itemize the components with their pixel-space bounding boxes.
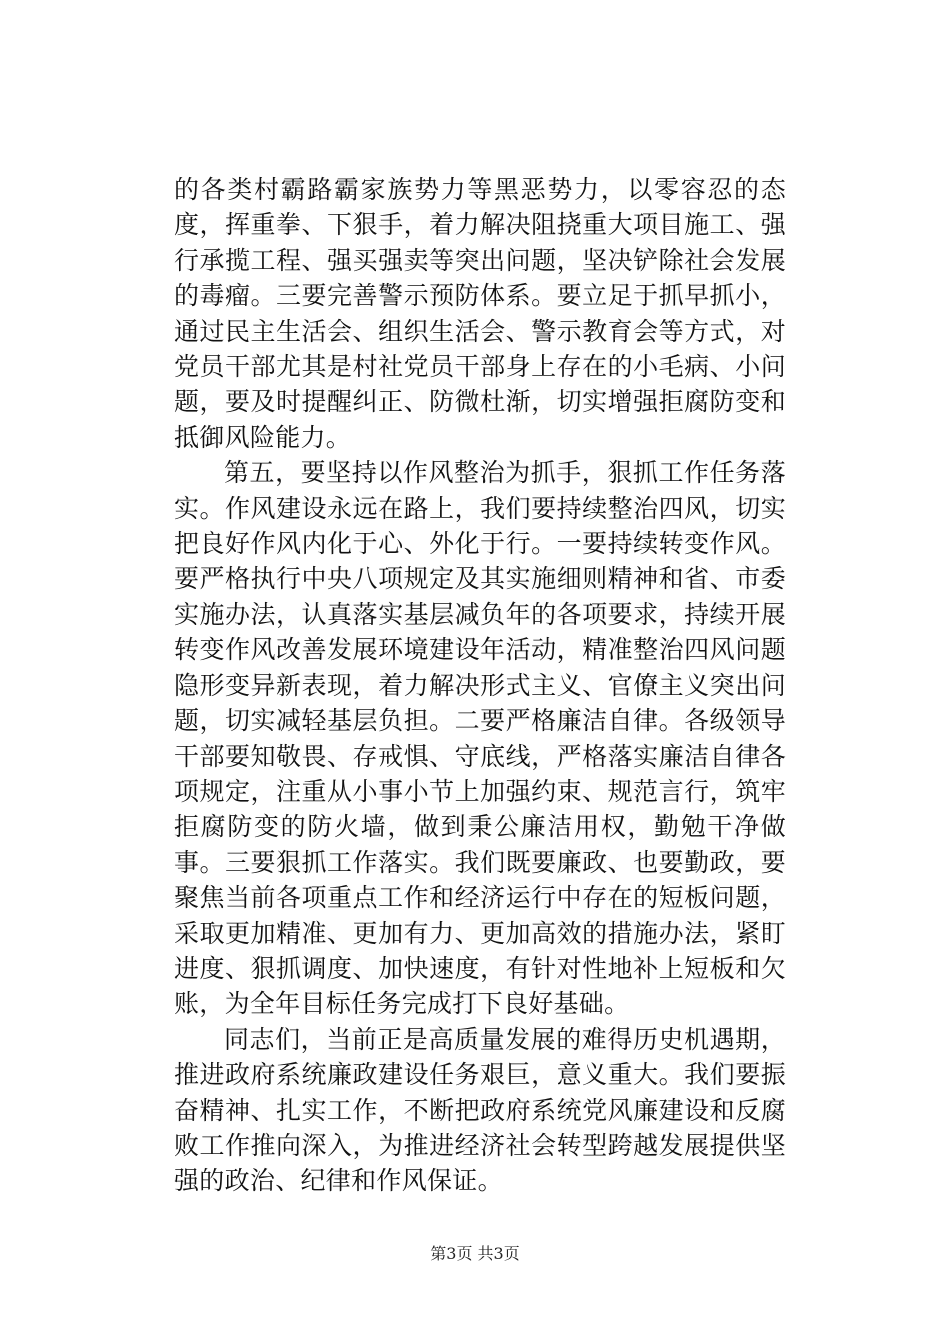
paragraph-conclusion: 同志们，当前正是高质量发展的难得历史机遇期，推进政府系统廉政建设任务艰巨，意义重大。我们要振奋精神、扎实工作，不断把政府系统党风廉建设和反腐败工作推向深入，为推进经济社会转型跨越发展提供坚强的政治、纪律和作风保证。 [174, 1024, 786, 1196]
paragraph-continuation: 的各类村霸路霸家族势力等黑恶势力，以零容忍的态度，挥重拳、下狠手，着力解决阻挠重大项目施工、强行承揽工程、强买强卖等突出问题，坚决铲除社会发展的毒瘤。三要完善警示预防体系。要立足于抓早抓小，通过民主生活会、组织生活会、警示教育会等方式，对党员干部尤其是村社党员干部身上存在的小毛病、小问题，要及时提醒纠正、防微杜渐，切实增强拒腐防变和抵御风险能力。 [174, 175, 786, 452]
page-number-label: 第3页 共3页 [430, 1244, 520, 1263]
paragraph-point-five: 第五，要坚持以作风整治为抓手，狠抓工作任务落实。作风建设永远在路上，我们要持续整治四风，切实把良好作风内化于心、外化于行。一要持续转变作风。要严格执行中央八项规定及其实施细则精神和省、市委实施办法，认真落实基层减负年的各项要求，持续开展转变作风改善发展环境建设年活动，精准整治四风问题隐形变异新表现，着力解决形式主义、官僚主义突出问题，切实减轻基层负担。二要严格廉洁自律。各级领导干部要知敬畏、存戒惧、守底线，严格落实廉洁自律各项规定，注重从小事小节上加强约束、规范言行，筑牢拒腐防变的防火墙，做到秉公廉洁用权，勤勉干净做事。三要狠抓工作落实。我们既要廉政、也要勤政，要聚焦当前各项重点工作和经济运行中存在的短板问题，采取更加精准、更加有力、更加高效的措施办法，紧盯进度、狠抓调度、加快速度，有针对性地补上短板和欠账，为全年目标任务完成打下良好基础。 [174, 458, 786, 1019]
document-body [174, 172, 786, 1199]
page-footer [0, 1243, 950, 1265]
